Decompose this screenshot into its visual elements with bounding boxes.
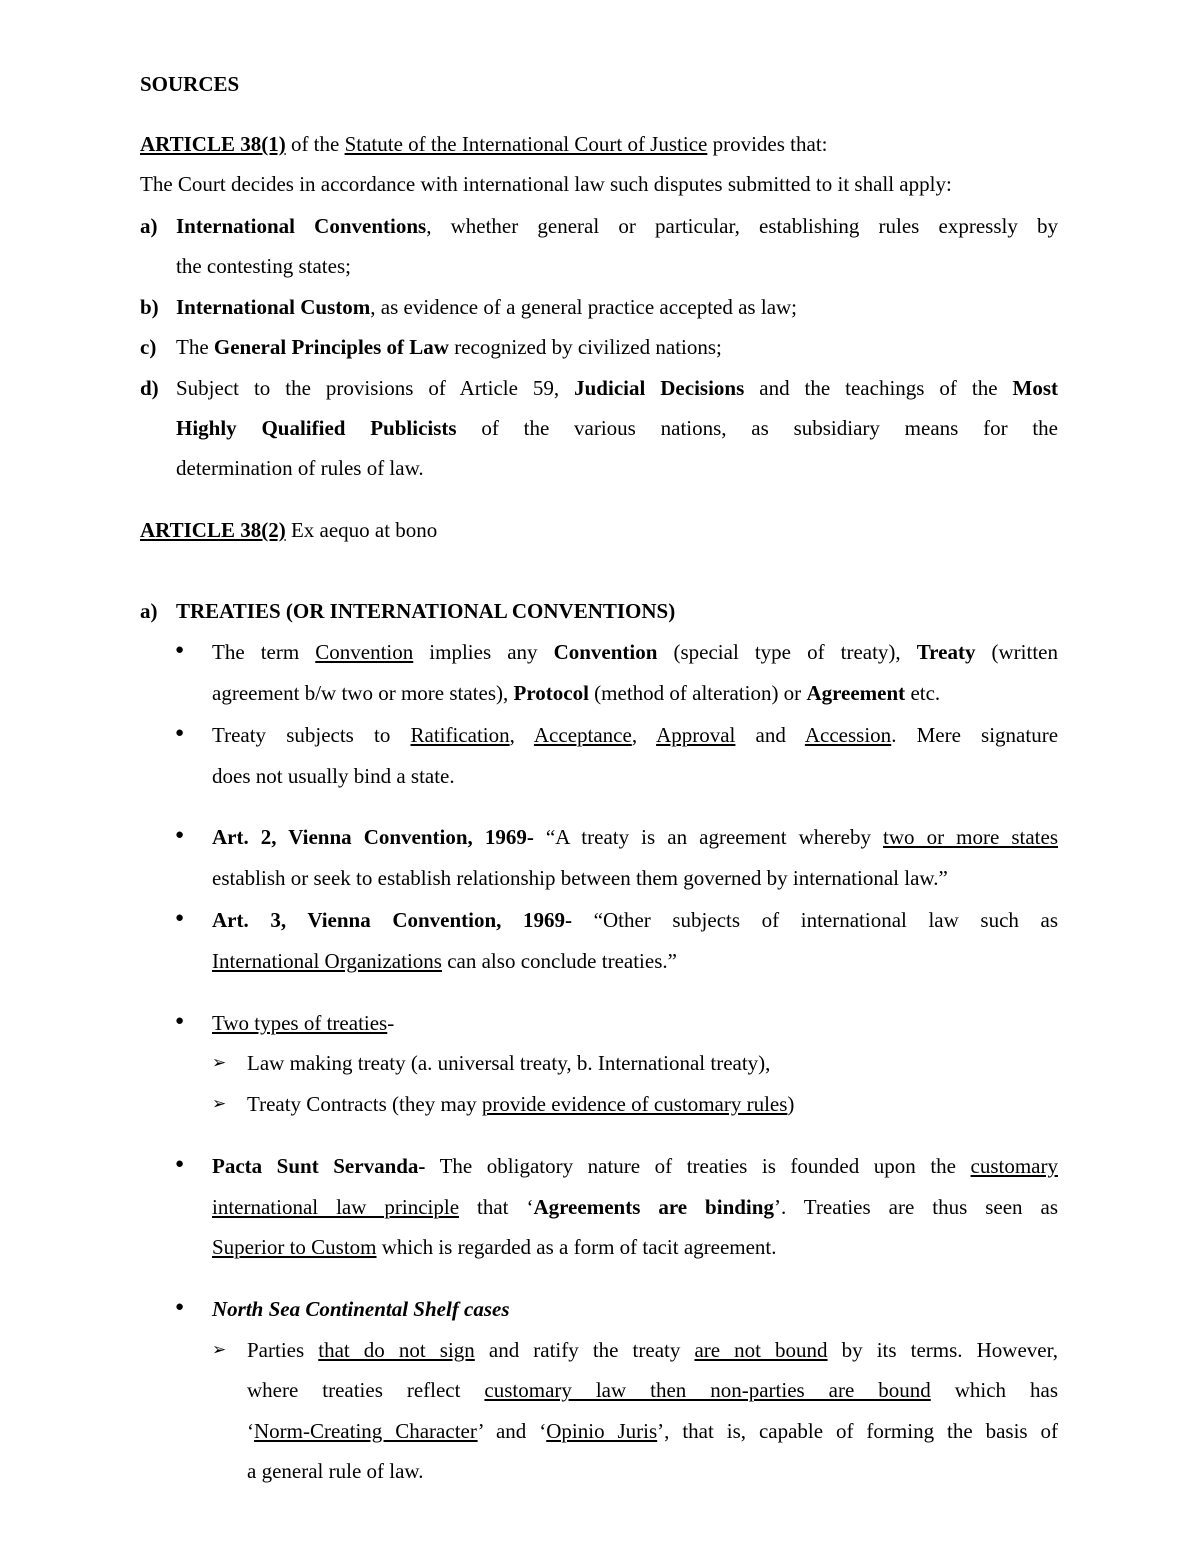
b6-line-1	[212, 1146, 1058, 1186]
b1-bold2: Treaty	[916, 640, 976, 664]
b7-sub-line-2	[247, 1370, 1058, 1410]
b1-t2: (special type of treaty),	[657, 640, 917, 664]
item-a-text-2: the contesting states;	[176, 254, 351, 278]
b3-line-2	[212, 858, 948, 898]
b7-sub-line-4	[247, 1451, 423, 1491]
b6-line-2	[212, 1187, 1058, 1227]
bullet-icon: ●	[175, 1156, 185, 1172]
bullet-icon: ●	[175, 1013, 185, 1029]
b1-l2b: (method of alteration) or	[588, 681, 807, 705]
b6-bold2: Agreements are binding	[533, 1195, 774, 1219]
bullet-icon: ●	[175, 642, 185, 658]
item-b-text: , as evidence of a general practice accepted as law;	[370, 295, 798, 319]
b6-t2: that ‘	[459, 1195, 534, 1219]
b4-line-1	[212, 900, 1058, 940]
article-38-2-line	[140, 510, 437, 550]
b5-sub2-post: )	[787, 1092, 795, 1116]
b5-sub1-text: Law making treaty (a. universal treaty, b. International treaty),	[247, 1051, 771, 1075]
b1-l2a: agreement b/w two or more states),	[212, 681, 514, 705]
b1-line-1	[212, 632, 1058, 672]
b1-bold4: Agreement	[806, 681, 906, 705]
b6-t1: The obligatory nature of treaties is founded upon the	[425, 1154, 971, 1178]
article-38-2-label: ARTICLE 38(2)	[140, 518, 286, 542]
b5-sub-1	[247, 1043, 770, 1083]
item-c-label: c)	[140, 335, 157, 359]
b2-u2: Acceptance	[533, 723, 632, 747]
b4-t1: “Other subjects of international law such as	[572, 908, 1058, 932]
article-38-1-text-2: provides that:	[707, 132, 828, 156]
b1-bold1: Convention	[553, 640, 658, 664]
b3-u1: two or more states	[883, 825, 1058, 849]
bullet-icon: ●	[175, 1299, 185, 1315]
b2-text-2: does not usually bind a state.	[212, 764, 455, 788]
b1-bold3: Protocol	[513, 681, 589, 705]
item-b-line	[176, 287, 797, 327]
item-d-text-3: determination of rules of law.	[176, 456, 424, 480]
article-38-1-text: of the	[285, 132, 345, 156]
b7-s3-u1: Norm-Creating Character	[254, 1419, 478, 1443]
b7-case-name: North Sea Continental Shelf cases	[212, 1297, 510, 1321]
b7-s1-pre: Parties	[247, 1338, 319, 1362]
b2-u3: Approval	[656, 723, 736, 747]
b5-sub-2	[247, 1084, 794, 1124]
arrow-bullet-icon: ➢	[212, 1094, 227, 1113]
b7-s3-u2: Opinio Juris	[546, 1419, 658, 1443]
b4-text-2: can also conclude treaties.”	[441, 949, 677, 973]
b5-sub2-pre: Treaty Contracts (they may	[247, 1092, 482, 1116]
b1-t1: implies any	[413, 640, 554, 664]
b5-u1: Two types of treaties	[212, 1011, 388, 1035]
b6-bold: Pacta Sunt Servanda-	[212, 1154, 426, 1178]
statute-link-text: Statute of the International Court of Justice	[344, 132, 708, 156]
b7-s1-t1: and ratify the treaty	[474, 1338, 695, 1362]
b5-sub2-u: provide evidence of customary rules	[481, 1092, 788, 1116]
b1-line-2	[212, 673, 940, 713]
b4-line-2	[212, 941, 677, 981]
item-d-label: d)	[140, 376, 159, 400]
section-heading	[140, 64, 239, 104]
b5-line-1	[212, 1003, 394, 1043]
b6-u2: international law principle	[212, 1195, 460, 1219]
b1-l2c: etc.	[905, 681, 941, 705]
b6-line-3	[212, 1227, 777, 1267]
item-d-bold-2a: Most	[1012, 376, 1058, 400]
item-c-text: recognized by civilized nations;	[448, 335, 722, 359]
b5-t1: -	[387, 1011, 395, 1035]
article-38-2-text: Ex aequo at bono	[285, 518, 438, 542]
b3-t1: “A treaty is an agreement whereby	[533, 825, 884, 849]
b7-s3-t2: ’, that is, capable of forming the basis of	[657, 1419, 1059, 1443]
item-c-bold: General Principles of Law	[213, 335, 449, 359]
item-c-line	[176, 327, 722, 367]
b3-line-1	[212, 817, 1058, 857]
treaties-heading-text: TREATIES (OR INTERNATIONAL CONVENTIONS)	[176, 599, 676, 623]
b2-line-1	[212, 715, 1058, 755]
b7-sub-line-1	[247, 1330, 1058, 1370]
b7-s1-t2: by its terms. However,	[827, 1338, 1058, 1362]
treaties-label: a)	[140, 599, 158, 623]
b7-s1-u1: that do not sign	[318, 1338, 475, 1362]
item-b-bold: International Custom	[176, 295, 371, 319]
item-d-bold-2b: Highly Qualified Publicists	[176, 416, 457, 440]
b1-u1: Convention	[315, 640, 414, 664]
b7-s3-t1: ’ and ‘	[477, 1419, 547, 1443]
b7-s2-pre: where treaties reflect	[247, 1378, 485, 1402]
item-d-line-2	[176, 408, 1058, 448]
b4-bold: Art. 3, Vienna Convention, 1969-	[212, 908, 573, 932]
arrow-bullet-icon: ➢	[212, 1053, 227, 1072]
item-a-bold: International Conventions	[176, 214, 427, 238]
b6-u1: customary	[970, 1154, 1058, 1178]
item-d-bold-1: Judicial Decisions	[574, 376, 745, 400]
b7-s3-q1: ‘	[247, 1419, 254, 1443]
item-a-line-2	[176, 246, 351, 286]
item-a-line-1	[176, 206, 1058, 246]
b7-s2-u: customary law then non-parties are bound	[484, 1378, 931, 1402]
b2-pre: Treaty subjects to	[212, 723, 411, 747]
bullet-icon: ●	[175, 725, 185, 741]
b6-t4: which is regarded as a form of tacit agreement.	[376, 1235, 777, 1259]
item-d-text-2: of the various nations, as subsidiary means for the	[456, 416, 1058, 440]
b2-u1: Ratification	[410, 723, 510, 747]
b3-bold: Art. 2, Vienna Convention, 1969-	[212, 825, 534, 849]
b2-c1: ,	[509, 723, 534, 747]
item-d-mid: and the teachings of the	[744, 376, 1013, 400]
bullet-icon: ●	[175, 827, 185, 843]
treaties-heading	[176, 591, 675, 631]
article-38-1-label: ARTICLE 38(1)	[140, 132, 286, 156]
b2-c2: ,	[631, 723, 657, 747]
b2-t2: . Mere signature	[891, 723, 1059, 747]
b7-s1-u2: are not bound	[694, 1338, 828, 1362]
b3-text-2: establish or seek to establish relationship between them governed by international law.”	[212, 866, 948, 890]
item-d-line-3	[176, 448, 424, 488]
b2-u4: Accession	[804, 723, 892, 747]
b7-s2-post: which has	[930, 1378, 1058, 1402]
item-b-label: b)	[140, 295, 159, 319]
b2-line-2	[212, 756, 455, 796]
b6-u3: Superior to Custom	[212, 1235, 377, 1259]
item-a-text: , whether general or particular, establishing rules expressly by	[426, 214, 1058, 238]
b2-t1: and	[735, 723, 805, 747]
article-38-1-intro	[140, 164, 952, 204]
b1-t3: (written	[975, 640, 1058, 664]
bullet-icon: ●	[175, 910, 185, 926]
b1-pre: The term	[212, 640, 316, 664]
b7-s4: a general rule of law.	[247, 1459, 424, 1483]
item-a-label: a)	[140, 214, 158, 238]
article-38-1-line	[140, 124, 828, 164]
b6-t3: ’. Treaties are thus seen as	[773, 1195, 1058, 1219]
heading-text: SOURCES	[140, 72, 240, 96]
item-d-pre: Subject to the provisions of Article 59,	[176, 376, 575, 400]
item-c-pre: The	[176, 335, 214, 359]
intro-text: The Court decides in accordance with international law such disputes submitted to it shall apply:	[140, 172, 952, 196]
b7-line-1	[212, 1289, 510, 1329]
b7-sub-line-3	[247, 1411, 1058, 1451]
b4-u1: International Organizations	[212, 949, 442, 973]
item-d-line-1	[176, 368, 1058, 408]
arrow-bullet-icon: ➢	[212, 1340, 227, 1359]
